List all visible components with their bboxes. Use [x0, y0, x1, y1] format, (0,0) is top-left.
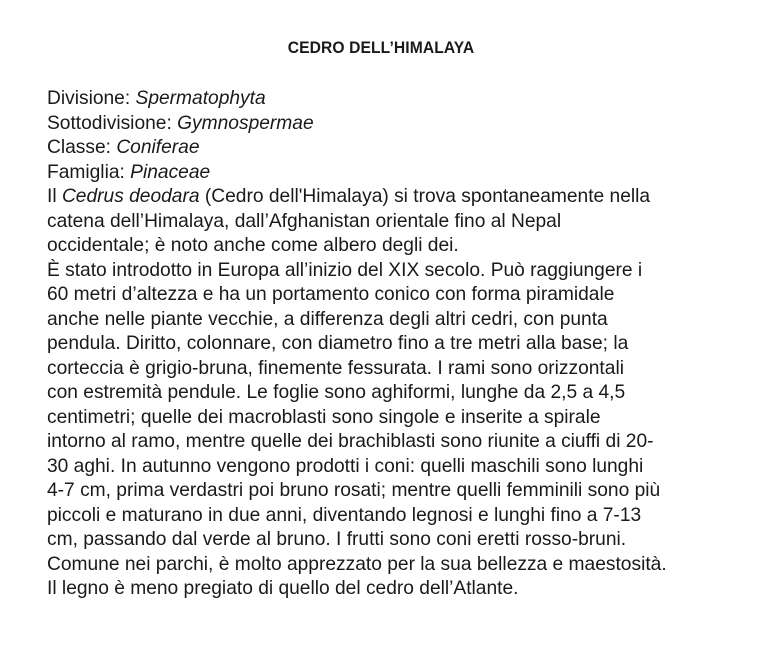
taxonomy-label: Classe: [47, 137, 117, 158]
description-line: corteccia è grigio-bruna, finemente fessurata. I rami sono orizzontali [47, 357, 624, 379]
description-line: È stato introdotto in Europa all’inizio del XIX secolo. Può raggiungere i [47, 259, 643, 281]
taxonomy-label: Sottodivisione: [47, 112, 178, 134]
description-line: 60 metri d’altezza e ha un portamento conico con forma piramidale [47, 284, 615, 305]
taxonomy-label: Famiglia: [47, 161, 131, 183]
taxonomy-value: Spermatophyta [135, 88, 266, 109]
intro-line-2: catena dell’Himalaya, dall’Afghanistan orientale fino al Nepal [47, 210, 562, 232]
description-line: piccoli e maturano in due anni, diventando legnosi e lunghi fino a 7-13 [47, 504, 642, 526]
description-line: Comune nei parchi, è molto apprezzato per la sua bellezza e maestosità. [47, 553, 667, 575]
description-line: 4-7 cm, prima verdastri poi bruno rosati; mentre quelli femminili sono più [47, 480, 661, 501]
description-line: pendula. Diritto, colonnare, con diametro fino a tre metri alla base; la [47, 333, 629, 354]
taxonomy-subdivision [47, 112, 737, 137]
taxonomy-division [47, 87, 737, 112]
taxonomy-value: Pinaceae [130, 161, 211, 183]
description-line: anche nelle piante vecchie, a differenza degli altri cedri, con punta [47, 308, 608, 330]
description-line: centimetri; quelle dei macroblasti sono singole e inserite a spirale [47, 406, 601, 428]
intro-rest: (Cedro dell'Himalaya) si trova spontaneamente nella [199, 186, 651, 207]
document-title: CEDRO DELL’HIMALAYA [287, 38, 475, 57]
intro-line-3: occidentale; è noto anche come albero degli dei. [47, 235, 459, 256]
description-line: 30 aghi. In autunno vengono prodotti i coni: quelli maschili sono lunghi [47, 455, 644, 477]
description-line: intorno al ramo, mentre quelle dei brachiblasti sono riunite a ciuffi di 20- [47, 431, 654, 452]
taxonomy-label: Divisione: [47, 88, 136, 109]
taxonomy-value: Gymnospermae [177, 112, 314, 134]
taxonomy-family [47, 161, 737, 186]
description-line: con estremità pendule. Le foglie sono aghiformi, lunghe da 2,5 a 4,5 [47, 382, 626, 403]
description-line: Il legno è meno pregiato di quello del cedro dell’Atlante. [47, 578, 519, 599]
species-name: Cedrus deodara [61, 186, 200, 207]
taxonomy-value: Coniferae [116, 137, 200, 158]
description-line: cm, passando dal verde al bruno. I frutti sono coni eretti rosso-bruni. [47, 529, 627, 550]
intro-line-1 [47, 185, 737, 210]
intro-pre: Il [47, 186, 62, 207]
taxonomy-class [47, 136, 737, 161]
document-body [47, 87, 737, 602]
